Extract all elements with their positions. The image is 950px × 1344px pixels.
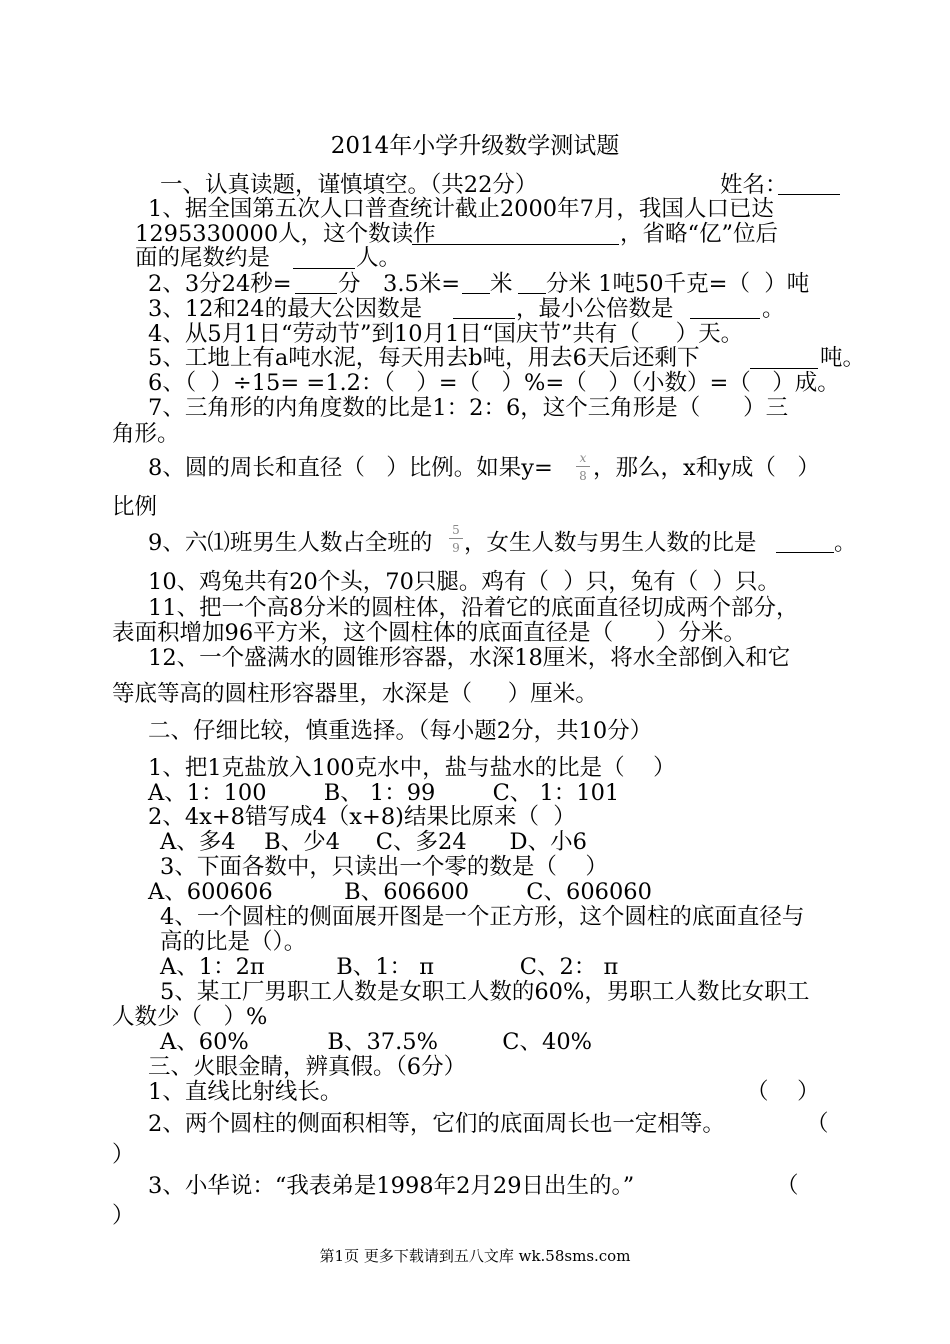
option-line: A、60% B、37.5% C、40%: [160, 1029, 593, 1055]
answer-blank[interactable]: [293, 268, 355, 269]
question-line: 1、直线比射线长。: [148, 1079, 343, 1105]
question-line: 1295330000人，这个数读作: [135, 221, 436, 247]
fraction-numerator: 5: [452, 523, 460, 537]
question-line: 2、4x+8错写成4（x+8)结果比原来（ ）: [148, 804, 576, 830]
question-line: 4、从5月1日“劳动节”到10月1日“国庆节”共有（ ）天。: [148, 321, 744, 347]
page-title: 2014年小学升级数学测试题: [330, 133, 620, 159]
question-line: 2、3分24秒=: [148, 271, 292, 297]
question-line: 8、圆的周长和直径（ ）比例。如果y=: [148, 455, 553, 481]
answer-blank[interactable]: [750, 368, 818, 369]
question-line: 等底等高的圆柱形容器里，水深是（ ）厘米。: [112, 681, 598, 707]
answer-blank[interactable]: [776, 552, 834, 553]
answer-parentheses-close[interactable]: ）: [112, 1203, 135, 1229]
name-label: 姓名：: [720, 172, 788, 198]
question-line: 米: [490, 271, 513, 297]
question-line: 9、六⑴班男生人数占全班的: [148, 530, 433, 556]
question-line: 表面积增加96平方米，这个圆柱体的底面直径是（ ）分米。: [112, 620, 747, 646]
answer-parentheses[interactable]: （ ）: [746, 1079, 820, 1105]
fraction-numerator: x: [579, 451, 587, 465]
answer-blank[interactable]: [462, 293, 490, 294]
answer-parentheses-open[interactable]: （: [806, 1111, 829, 1137]
question-line: 4、一个圆柱的侧面展开图是一个正方形，这个圆柱的底面直径与: [160, 904, 805, 930]
answer-blank[interactable]: [412, 244, 619, 245]
question-line: 吨。: [820, 345, 866, 371]
question-line: 。: [834, 530, 857, 556]
fraction-bar: [576, 466, 590, 467]
question-line: 人。: [356, 245, 402, 271]
question-line: 3、小华说：“我表弟是1998年2月29日出生的。”: [148, 1173, 635, 1199]
option-line: A、1：2π B、1： π C、2： π: [160, 954, 619, 980]
question-line: 2、两个圆柱的侧面积相等，它们的底面周长也一定相等。: [148, 1111, 725, 1137]
question-line: 比例: [112, 494, 158, 520]
question-line: 6、（ ）÷15= =1.2：（ ）=（ ）%=（ ）（小数）=（ ）成。: [148, 370, 840, 396]
fraction-bar: [449, 538, 463, 539]
question-line: 高的比是（）。: [160, 929, 307, 955]
section-heading: 二、仔细比较，慎重选择。（每小题2分，共10分）: [148, 718, 653, 744]
question-line: 人数少（ ）%: [112, 1004, 268, 1030]
question-line: 分 3.5米=: [338, 271, 461, 297]
answer-blank[interactable]: [690, 318, 760, 319]
option-line: A、1：100 B、 1：99 C、 1：101: [148, 780, 620, 806]
question-line: 12、一个盛满水的圆锥形容器，水深18厘米，将水全部倒入和它: [148, 645, 791, 671]
answer-blank[interactable]: [518, 293, 546, 294]
name-blank[interactable]: [778, 194, 840, 195]
question-line: 5、某工厂男职工人数是女职工人数的60%，男职工人数比女职工: [160, 979, 810, 1005]
section-heading: 一、认真读题，谨慎填空。（共22分）: [160, 172, 538, 198]
question-line: ，那么，x和y成（ ）: [593, 455, 820, 481]
answer-blank[interactable]: [453, 318, 515, 319]
fraction-5-over-9: [449, 524, 463, 554]
question-line: 10、鸡兔共有20个头，70只腿。鸡有（ ）只，兔有（ ）只。: [148, 569, 781, 595]
answer-parentheses-close[interactable]: ）: [112, 1142, 135, 1168]
answer-parentheses-open[interactable]: （: [776, 1173, 799, 1199]
question-line: 。: [762, 296, 785, 322]
question-line: 1、据全国第五次人口普查统计截止2000年7月，我国人口已达: [148, 196, 774, 222]
fraction-x-over-8: [576, 452, 590, 482]
question-line: 5、工地上有a吨水泥，每天用去b吨，用去6天后还剩下: [148, 345, 700, 371]
fraction-denominator: 8: [579, 469, 587, 483]
question-line: 11、把一个高8分米的圆柱体，沿着它的底面直径切成两个部分，: [148, 595, 799, 621]
section-heading: 三、火眼金睛，辨真假。（6分）: [148, 1054, 467, 1080]
question-line: 3、12和24的最大公因数是: [148, 296, 423, 322]
page-footer: 第1页 更多下载请到五八文库 wk.58sms.com: [319, 1247, 631, 1265]
question-line: 面的尾数约是: [135, 245, 271, 271]
question-line: ，女生人数与男生人数的比是: [464, 530, 757, 556]
question-line: 7、三角形的内角度数的比是1：2：6，这个三角形是（ ）三: [148, 395, 789, 421]
question-line: ，省略“亿”位后: [620, 221, 779, 247]
option-line: A、多4 B、少4 C、多24 D、小6: [160, 829, 587, 855]
option-line: A、600606 B、606600 C、606060: [148, 879, 652, 905]
fraction-denominator: 9: [452, 541, 460, 555]
question-line: ，最小公倍数是: [516, 296, 674, 322]
question-line: 角形。: [112, 421, 180, 447]
question-line: 1、把1克盐放入100克水中，盐与盐水的比是（ ）: [148, 755, 676, 781]
question-line: 3、下面各数中，只读出一个零的数是（ ）: [160, 854, 608, 880]
question-line: 分米 1吨50千克=（ ）吨: [546, 271, 810, 297]
answer-blank[interactable]: [295, 293, 337, 294]
